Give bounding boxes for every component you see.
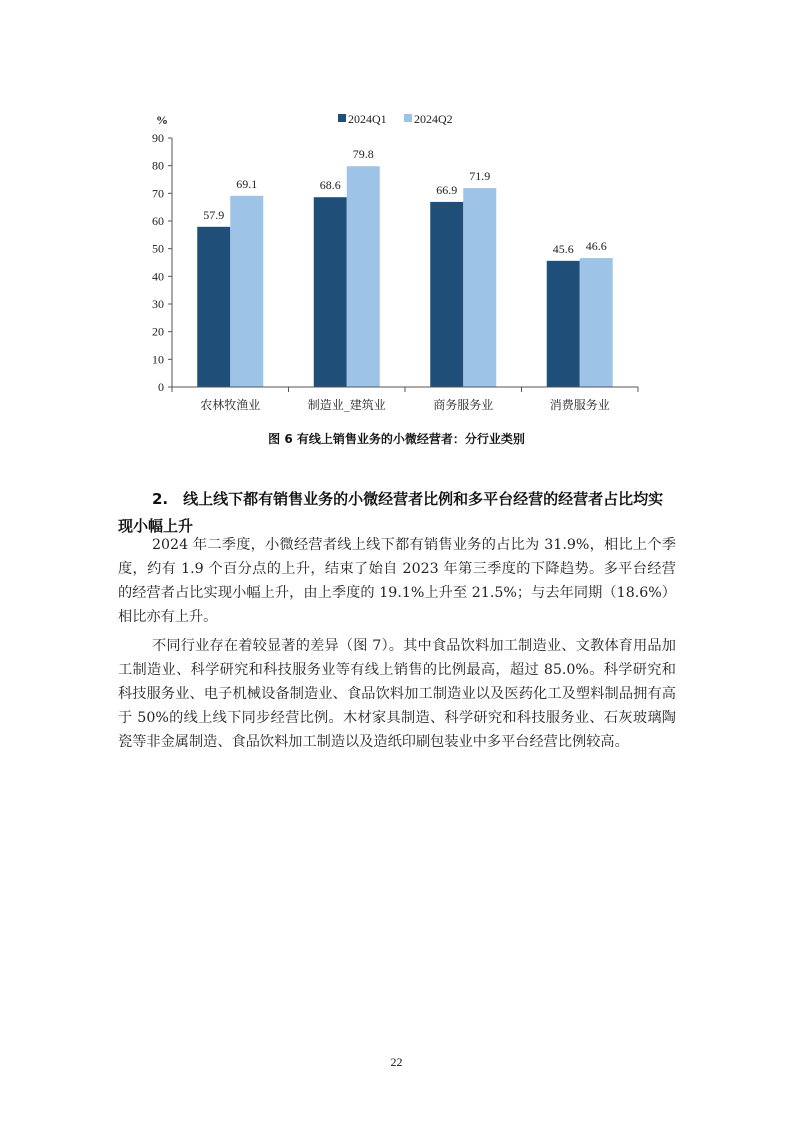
data-label: 69.1 <box>236 176 258 191</box>
legend-swatch <box>404 114 412 122</box>
y-tick-label: 0 <box>158 380 164 394</box>
x-axis <box>172 387 638 412</box>
legend-label: 2024Q2 <box>414 112 453 126</box>
x-tick-label: 商务服务业 <box>433 398 494 412</box>
y-tick-label: 10 <box>152 352 164 367</box>
bar-2024Q2 <box>463 188 496 387</box>
bar-2024Q1 <box>547 261 580 387</box>
section-heading: 2. 线上线下都有销售业务的小微经营者比例和多平台经营的经营者占比均实现小幅上升 <box>118 490 664 535</box>
bar-2024Q2 <box>230 196 263 387</box>
legend-label: 2024Q1 <box>348 112 387 126</box>
y-tick-label: 70 <box>152 186 164 201</box>
y-tick-label: 30 <box>152 297 164 311</box>
x-tick-label: 制造业_建筑业 <box>307 398 386 412</box>
x-tick-label: 消费服务业 <box>549 398 610 412</box>
y-axis <box>152 131 172 394</box>
paragraph-1: 2024 年二季度，小微经营者线上线下都有销售业务的占比为 31.9%，相比上个季度，约有 1.9 个百分点的上升，结束了始自 2023 年第三季度的下降趋势。多平台经营的经营者占比实现小幅上升，由上季度的 19.1%上升至 21.5%；与去年同期（18.6%）相比亦有上升。 <box>118 537 676 625</box>
y-tick-label: 60 <box>152 214 164 228</box>
data-label: 79.8 <box>352 147 374 162</box>
y-tick-label: 90 <box>152 131 164 145</box>
bar-2024Q1 <box>430 202 463 387</box>
data-label: 68.6 <box>319 178 341 193</box>
y-tick-label: 80 <box>152 158 164 173</box>
figure-caption: 图 6 有线上销售业务的小微经营者：分行业类别 <box>268 432 525 446</box>
chart-legend <box>338 112 453 126</box>
bar-2024Q2 <box>580 258 613 387</box>
bar-2024Q1 <box>197 227 230 387</box>
bar-chart <box>0 0 793 425</box>
bar-series <box>197 147 613 387</box>
y-tick-label: 40 <box>152 269 164 284</box>
paragraph-2: 不同行业存在着较显著的差异（图 7）。其中食品饮料加工制造业、文教体育用品加工制造业、科学研究和科技服务业等有线上销售的比例最高，超过 85.0%。科学研究和科技服务业、电子机械设备制造业、食品饮料加工制造业以及医药化工及塑料制品拥有高于 50%的线上线下同步经营比例。木材家具制造、科学研究和科技服务业、石灰玻璃陶瓷等非金属制造、食品饮料加工制造以及造纸印刷包装业中多平台经营比例较高。 <box>118 638 676 750</box>
y-tick-label: 50 <box>152 241 164 256</box>
y-tick-label: 20 <box>152 324 164 339</box>
x-tick-label: 农林牧渔业 <box>200 398 261 412</box>
data-label: 46.6 <box>585 239 607 254</box>
data-label: 57.9 <box>203 207 225 222</box>
bar-2024Q1 <box>314 197 347 387</box>
data-label: 66.9 <box>436 182 458 197</box>
page-number: 22 <box>390 1055 403 1069</box>
bar-2024Q2 <box>347 166 380 387</box>
legend-swatch <box>338 114 346 122</box>
y-axis-unit: % <box>156 113 168 127</box>
data-label: 71.9 <box>469 169 491 184</box>
data-label: 45.6 <box>552 241 574 256</box>
